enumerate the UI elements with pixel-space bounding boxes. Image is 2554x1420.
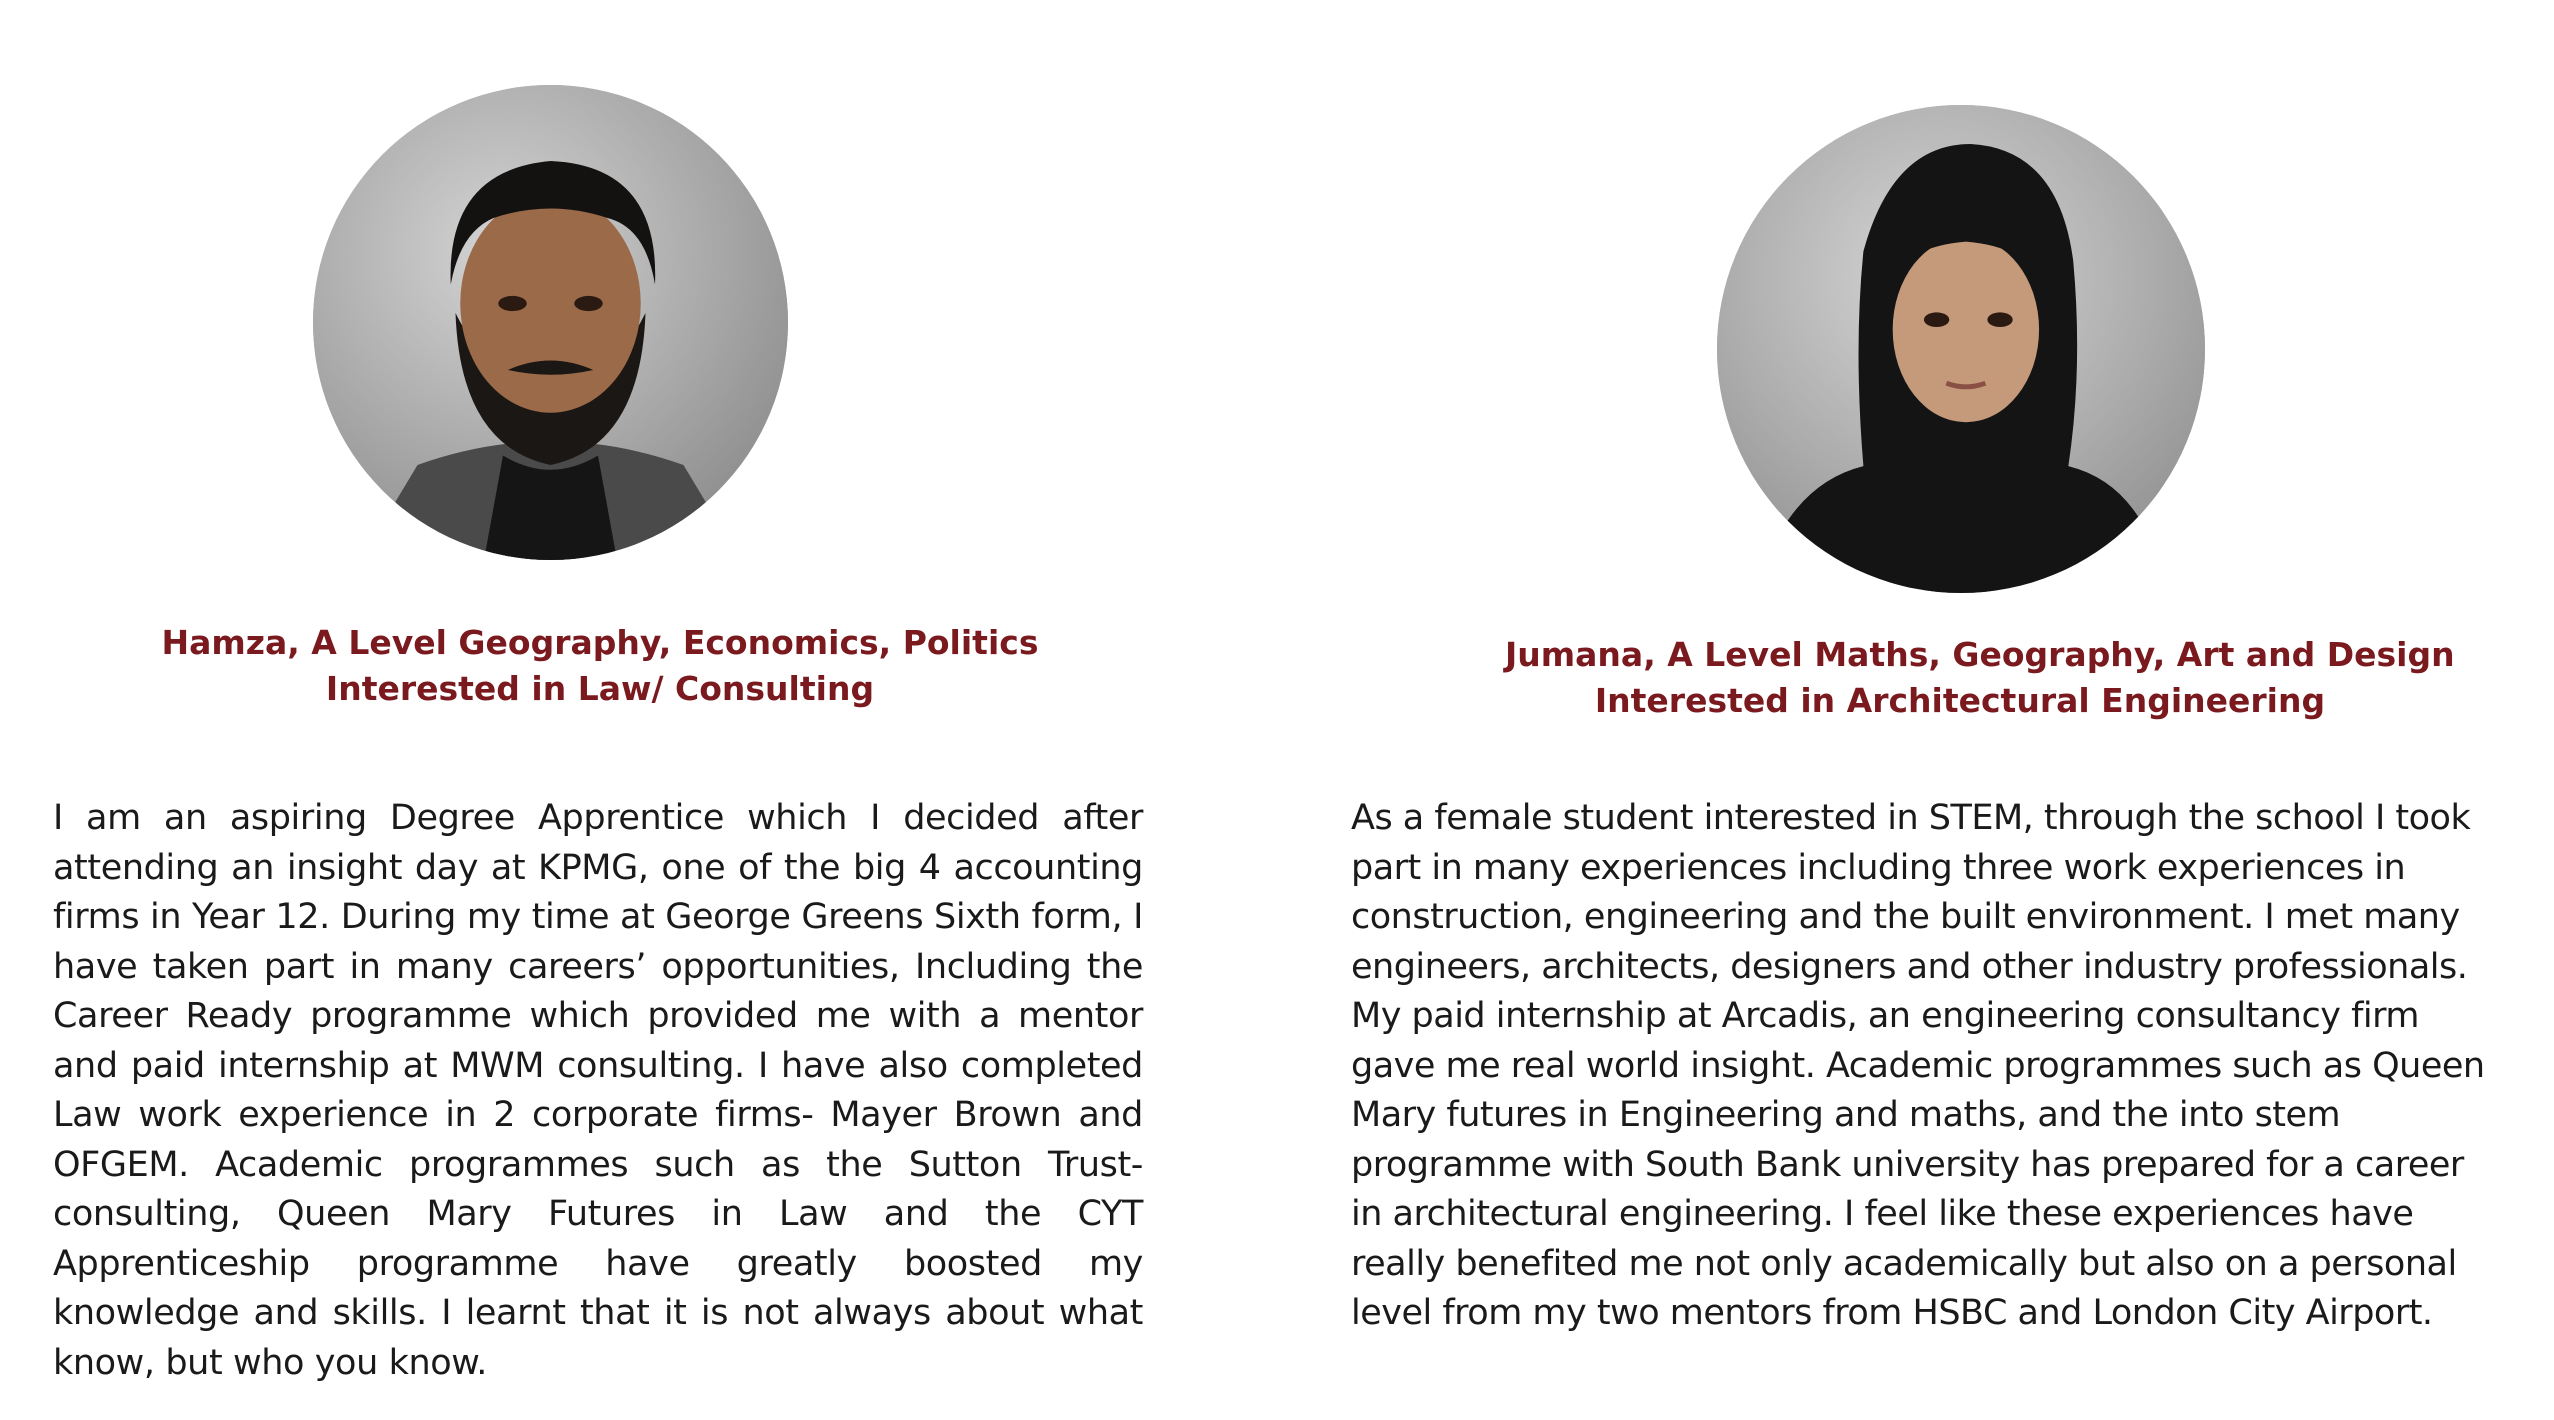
jumana-bio-text: As a female student interested in STEM, through the school I took part in many experiences including three work experiences in construction, engineering and the built environment. I met many engineers, architects, designers and other industry professionals. My paid internship at Arcadis, an engineering consultancy firm gave me real world insight. Academic programmes such as Queen Mary futures in Engineering and maths, and the into stem programme with South Bank university has prepared for a career in architectural engineering. I feel like these experiences have really benefited me not only academically but also on a personal level from my two mentors from HSBC and London City Airport. xyxy=(1351,798,2485,1333)
jumana-interest: Interested in Architectural Engineering xyxy=(1594,681,2326,720)
hamza-portrait-photo xyxy=(313,85,788,560)
hamza-interest: Interested in Law/ Consulting xyxy=(325,669,875,708)
hamza-name-subjects: Hamza, A Level Geography, Economics, Politics xyxy=(161,623,1039,662)
jumana-portrait-photo xyxy=(1717,105,2205,593)
hamza-bio-text: I am an aspiring Degree Apprentice which I decided after attending an insight day at KPMG, one of the big 4 accounting firms in Year 12. During my time at George Greens Sixth form, I have taken part in many careers’ opportunities, Including the Career Ready programme which provided me with a mentor and paid internship at MWM consulting. I have also completed Law work experience in 2 corporate firms- Mayer Brown and OFGEM. Academic programmes such as the Sutton Trust- consulting, Queen Mary Futures in Law and the CYT Apprenticeship programme have greatly boosted my knowledge and skills. I learnt that it is not always about what know, but who you know. xyxy=(53,798,1143,1383)
jumana-heading xyxy=(1505,632,2455,724)
hamza-heading xyxy=(150,620,1050,712)
jumana-name-subjects: Jumana, A Level Maths, Geography, Art and Design xyxy=(1505,635,2455,674)
